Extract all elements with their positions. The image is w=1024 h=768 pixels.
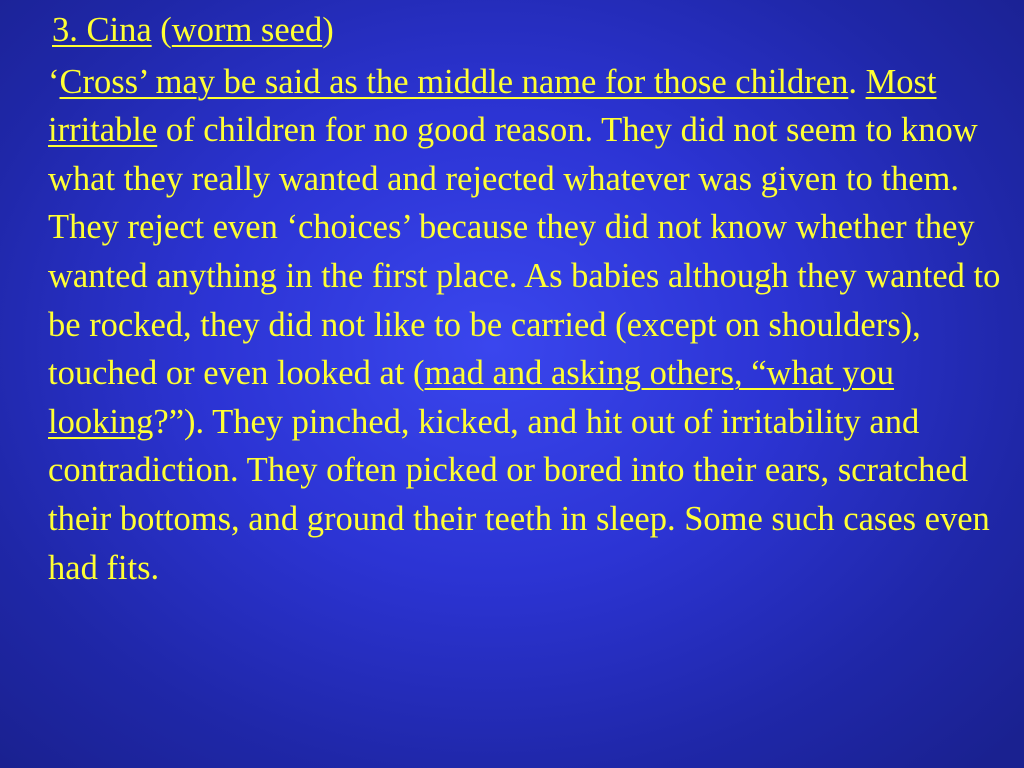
title-paren-open: ( — [151, 11, 172, 49]
slide-content — [48, 6, 1008, 592]
body-underlined-segment: Cross’ may be said as the middle name for those children — [59, 62, 849, 101]
body-segment: ?”). They pinched, kicked, and hit out of irritability and contradiction. They often picked or bored into their ears, scratched their bottoms, and ground their teeth in sleep. Some such cases even had fits. — [48, 402, 990, 587]
body-underlined-segment: mad and asking others, “what you looking — [48, 354, 894, 441]
title-paren-close: ) — [322, 11, 334, 49]
body-underlined-segment: Most irritable — [48, 62, 937, 150]
body-segment: of children for no good reason. They did not seem to know what they really wanted and rejected whatever was given to them. They reject even ‘choices’ because they did not know whether they wanted anything in the first place. As babies although they wanted to be rocked, they did not like to be carried (except on shoulders), touched or even looked at ( — [48, 111, 1001, 393]
title-common-name: worm seed — [171, 11, 323, 49]
body-segment: . — [848, 62, 866, 101]
slide-title — [52, 6, 1008, 55]
slide-body-paragraph — [48, 58, 1008, 593]
body-segment: ‘ — [48, 62, 60, 101]
title-remedy-number: 3. Cina — [52, 11, 152, 49]
